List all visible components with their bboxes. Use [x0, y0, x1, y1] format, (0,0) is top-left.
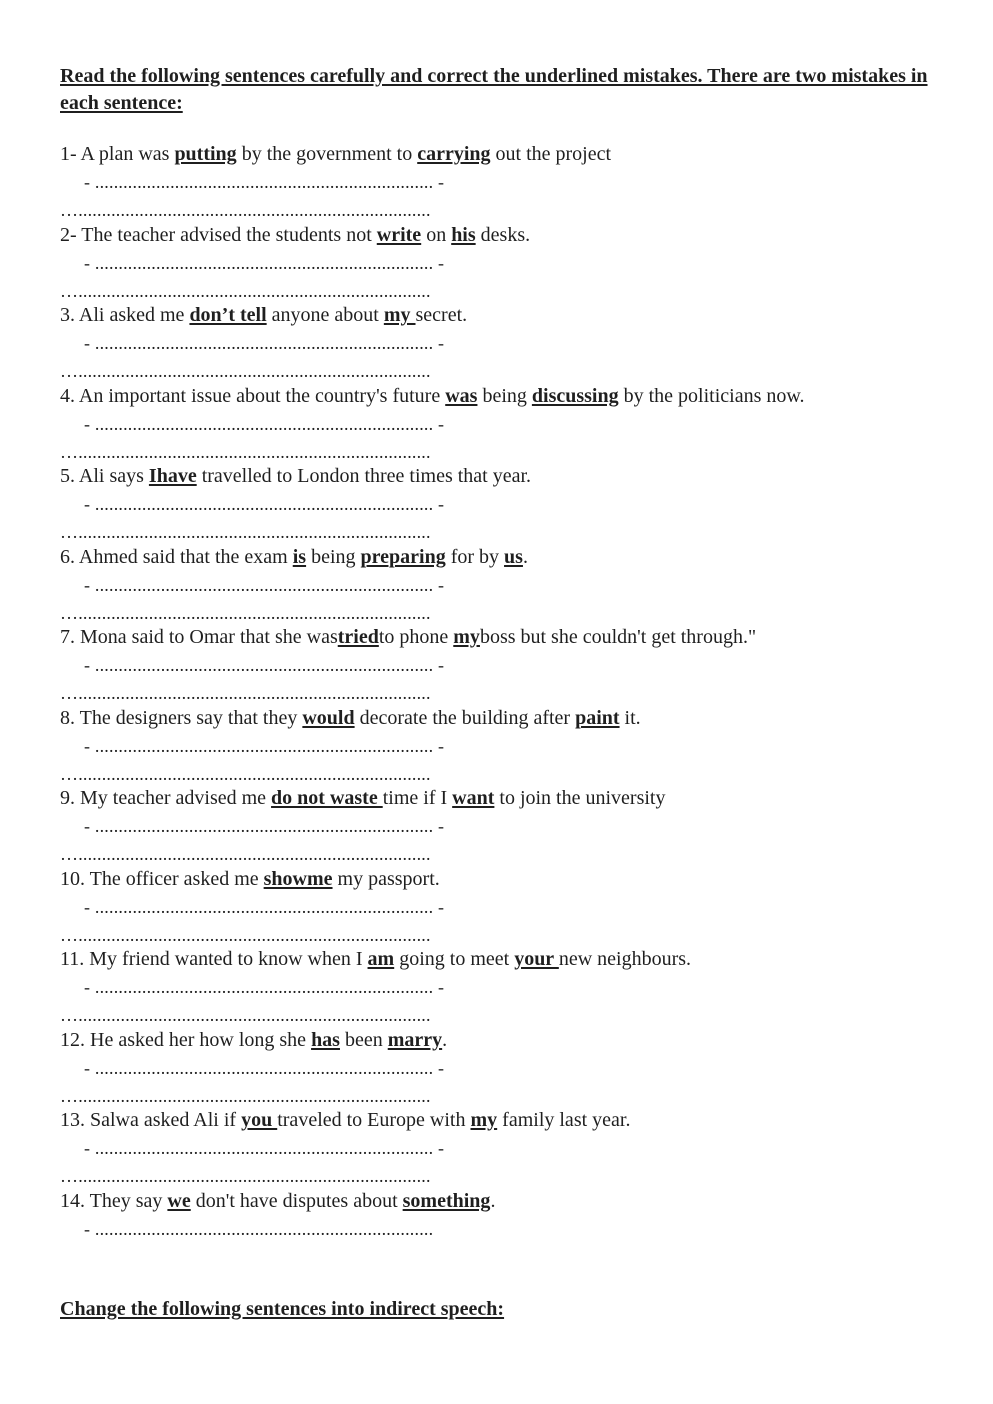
sentence-text: 7. Mona said to Omar that she was [60, 626, 338, 648]
sentence-text: . [522, 545, 528, 568]
exercise-item [60, 945, 960, 1026]
underlined-mistake: my [453, 626, 480, 648]
sentence-text: travelled to London three times that year. [196, 465, 532, 487]
underlined-mistake: don’t tell [189, 304, 267, 326]
sentence-text: by the government to [236, 143, 418, 165]
instructions-heading: Read the following sentences carefully and correct the underlined mistakes. There are two mistakes in each sentence: [60, 65, 928, 114]
answer-line[interactable]: …........................................................................... [60, 1005, 431, 1025]
exercise-sentence [60, 784, 960, 812]
exercise-item [60, 704, 960, 785]
answer-line[interactable]: - ........................................................................ - [84, 413, 445, 434]
sentence-text: going to meet [394, 948, 515, 970]
sentence-text: desks. [475, 223, 531, 246]
underlined-mistake: is [292, 545, 307, 568]
underlined-mistake: was [445, 384, 478, 407]
sentence-text: . [442, 1028, 448, 1051]
sentence-text: 14. They say [60, 1189, 168, 1212]
exercise-item [60, 623, 960, 704]
exercise-item [60, 543, 960, 624]
sentence-text: 9. My teacher advised me [60, 787, 272, 809]
underlined-mistake: Ihave [148, 465, 197, 487]
sentence-text: on [421, 223, 452, 246]
sentence-text: 10. The officer asked me [60, 867, 264, 890]
answer-line[interactable]: - ........................................................................ - [84, 333, 445, 353]
sentence-text: family last year. [497, 1109, 631, 1131]
exercise-sentence [60, 1106, 960, 1134]
underlined-mistake: has [311, 1028, 340, 1051]
answer-line[interactable]: - ........................................................................ - [84, 655, 445, 675]
answer-line[interactable]: …........................................................................... [60, 844, 431, 864]
answer-line[interactable]: - ........................................................................ - [84, 977, 445, 997]
sentence-text: time if I [382, 787, 453, 809]
underlined-mistake: want [452, 787, 495, 809]
exercise-item [60, 140, 960, 221]
sentence-text: 5. Ali says [60, 465, 149, 487]
sentence-text: boss but she couldn't get through." [479, 626, 757, 648]
answer-line[interactable]: …........................................................................... [60, 280, 431, 301]
sentence-text: anyone about [266, 304, 384, 326]
indirect-speech-heading: Change the following sentences into indirect speech: [60, 1298, 505, 1320]
exercise-sentence [60, 623, 960, 651]
answer-line[interactable]: …........................................................................... [60, 441, 431, 462]
answer-line[interactable]: …........................................................................... [60, 522, 431, 542]
underlined-mistake: something [402, 1189, 491, 1212]
answer-line[interactable]: - ........................................................................ [84, 1218, 434, 1239]
sentence-text: it. [619, 706, 641, 729]
sentence-text: to join the university [494, 787, 666, 809]
exercise-item [60, 1026, 960, 1107]
exercise-item [60, 1106, 960, 1187]
sentence-text: 11. My friend wanted to know when I [60, 948, 368, 970]
exercise-sentence [60, 704, 960, 732]
answer-line[interactable]: …........................................................................... [60, 1085, 431, 1106]
sentence-text: to phone [378, 626, 454, 648]
underlined-mistake: preparing [360, 545, 446, 568]
exercise-sentence [60, 462, 960, 490]
underlined-mistake: discussing [531, 384, 619, 407]
underlined-mistake: your [514, 948, 559, 970]
sentence-text: my passport. [332, 867, 440, 890]
answer-line[interactable]: …........................................................................... [60, 602, 431, 623]
exercise-item [60, 382, 960, 463]
sentence-text: being [306, 545, 361, 568]
underlined-mistake: putting [174, 143, 237, 165]
exercise-sentence [60, 221, 960, 249]
sentence-text: secret. [415, 304, 468, 326]
sentence-text: traveled to Europe with [277, 1109, 471, 1131]
answer-line[interactable]: - ........................................................................ - [84, 494, 445, 514]
underlined-mistake: we [167, 1189, 191, 1212]
sentence-text: new neighbours. [558, 948, 692, 970]
sentence-text: being [477, 384, 532, 407]
sentence-text: 1- A plan was [60, 143, 175, 165]
exercise-sentence [60, 865, 960, 893]
sentence-text: 4. An important issue about the country's future [60, 384, 446, 407]
exercise-item [60, 1187, 960, 1268]
exercise-item [60, 784, 960, 865]
answer-line[interactable]: - ........................................................................ - [84, 252, 445, 273]
underlined-mistake: do not waste [271, 787, 383, 809]
sentence-text: for by [445, 545, 505, 568]
answer-line[interactable]: - ........................................................................ - [84, 574, 445, 595]
sentence-text: 8. The designers say that they [60, 706, 303, 729]
underlined-mistake: write [376, 223, 422, 246]
underlined-mistake: us [504, 545, 523, 568]
answer-line[interactable]: - ........................................................................ - [84, 735, 445, 756]
exercise-item [60, 221, 960, 302]
answer-line[interactable]: - ........................................................................ - [84, 1057, 445, 1078]
exercise-sentence [60, 1187, 960, 1215]
underlined-mistake: showme [263, 867, 333, 890]
sentence-text: 6. Ahmed said that the exam [60, 545, 293, 568]
exercise-sentence [60, 945, 960, 973]
underlined-mistake: carrying [417, 143, 491, 165]
answer-line[interactable]: …........................................................................... [60, 924, 431, 945]
sentence-text: don't have disputes about [190, 1189, 403, 1212]
answer-line[interactable]: …........................................................................... [60, 361, 431, 381]
underlined-mistake: tried [337, 626, 379, 648]
exercise-item [60, 462, 960, 543]
underlined-mistake: marry [387, 1028, 443, 1051]
sentence-text: 12. He asked her how long she [60, 1028, 312, 1051]
exercise-sentence [60, 382, 960, 410]
answer-line[interactable]: …........................................................................... [60, 683, 431, 703]
sentence-text: by the politicians now. [618, 384, 805, 407]
sentence-text: 13. Salwa asked Ali if [60, 1109, 242, 1131]
answer-line[interactable]: - ........................................................................ - [84, 896, 445, 917]
answer-line[interactable]: …........................................................................... [60, 1166, 431, 1186]
underlined-mistake: would [302, 706, 355, 729]
underlined-mistake: am [367, 948, 395, 970]
underlined-mistake: my [383, 304, 416, 326]
exercise-sentence [60, 140, 960, 168]
answer-line[interactable]: …........................................................................... [60, 763, 431, 784]
answer-line[interactable]: …........................................................................... [60, 200, 431, 220]
answer-line[interactable]: - ........................................................................ - [84, 172, 445, 192]
underlined-mistake: my [470, 1109, 498, 1131]
exercise-sentence [60, 1026, 960, 1054]
exercise-list [60, 140, 960, 1267]
answer-line[interactable]: - ........................................................................ - [84, 816, 445, 836]
exercise-sentence [60, 543, 960, 571]
exercise-item [60, 865, 960, 946]
sentence-text: out the project [490, 143, 612, 165]
underlined-mistake: his [451, 223, 476, 246]
sentence-text: 2- The teacher advised the students not [60, 223, 377, 246]
sentence-text: 3. Ali asked me [60, 304, 190, 326]
sentence-text: been [339, 1028, 388, 1051]
sentence-text: . [490, 1189, 496, 1212]
exercise-item [60, 301, 960, 382]
underlined-mistake: paint [575, 706, 620, 729]
answer-line[interactable]: - ........................................................................ - [84, 1138, 445, 1158]
exercise-sentence [60, 301, 960, 329]
sentence-text: decorate the building after [354, 706, 576, 729]
underlined-mistake: you [241, 1109, 278, 1131]
